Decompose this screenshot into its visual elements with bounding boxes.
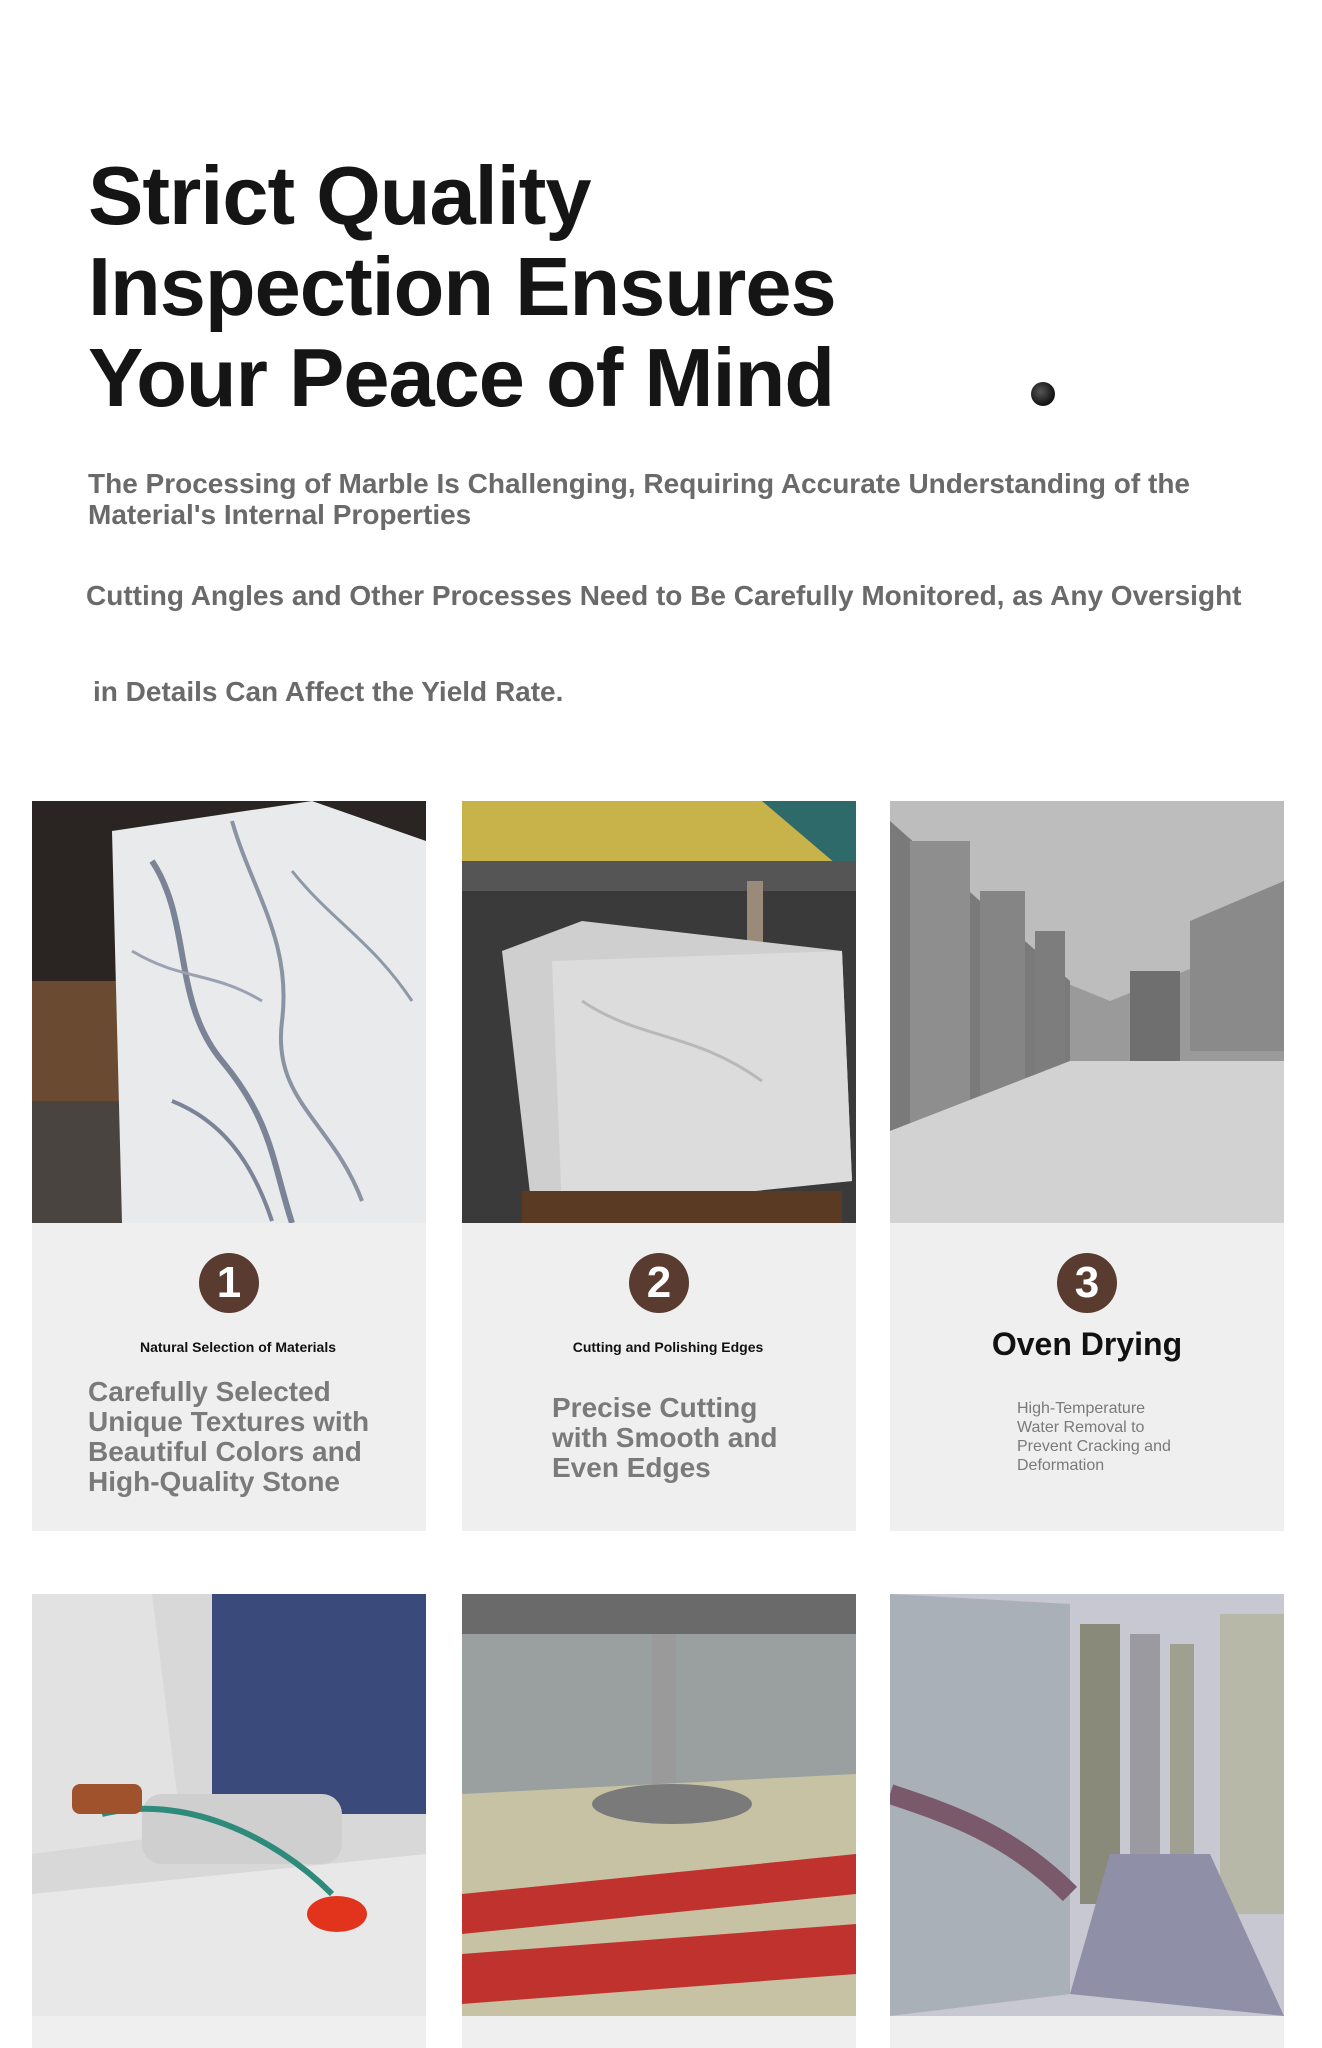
step-title: Oven Drying bbox=[991, 1326, 1183, 1362]
cutting-machine-photo bbox=[462, 801, 856, 1223]
step-card-4 bbox=[32, 1594, 426, 2048]
polishing-tool-photo bbox=[32, 1594, 426, 2016]
subtitle-line-3: in Details Can Affect the Yield Rate. bbox=[93, 676, 564, 707]
subtitle-line-2: Cutting Angles and Other Processes Need to Be Carefully Monitored, as Any Oversight bbox=[86, 580, 1242, 611]
grinding-machine-photo bbox=[462, 1594, 856, 2016]
step-number-badge: 2 bbox=[629, 1253, 689, 1313]
step-number-badge: 3 bbox=[1057, 1253, 1117, 1313]
step-title: Natural Selection of Materials bbox=[139, 1339, 337, 1355]
page-title: Strict Quality Inspection Ensures Your Peace of Mind bbox=[88, 149, 836, 424]
step-description: Carefully Selected Unique Textures with Beautiful Colors and High-Quality Stone bbox=[88, 1376, 370, 1497]
step-card-5 bbox=[462, 1594, 856, 2048]
slab-storage-photo bbox=[890, 1594, 1284, 2016]
dot-icon bbox=[1031, 382, 1055, 406]
step-description: Precise Cutting with Smooth and Even Edges bbox=[552, 1392, 778, 1483]
step-description: High-Temperature Water Removal to Prevent Cracking and Deformation bbox=[1017, 1400, 1171, 1474]
step-number-badge: 1 bbox=[199, 1253, 259, 1313]
step-card-2 bbox=[462, 801, 856, 1531]
step-card-6 bbox=[890, 1594, 1284, 2048]
drying-facility-photo bbox=[890, 801, 1284, 1223]
marble-block-photo bbox=[32, 801, 426, 1223]
step-title: Cutting and Polishing Edges bbox=[572, 1339, 764, 1355]
step-card-1 bbox=[32, 801, 426, 1531]
subtitle-line-1: The Processing of Marble Is Challenging, Requiring Accurate Understanding of the Material's Internal Properties bbox=[88, 468, 1190, 530]
step-card-3 bbox=[890, 801, 1284, 1531]
